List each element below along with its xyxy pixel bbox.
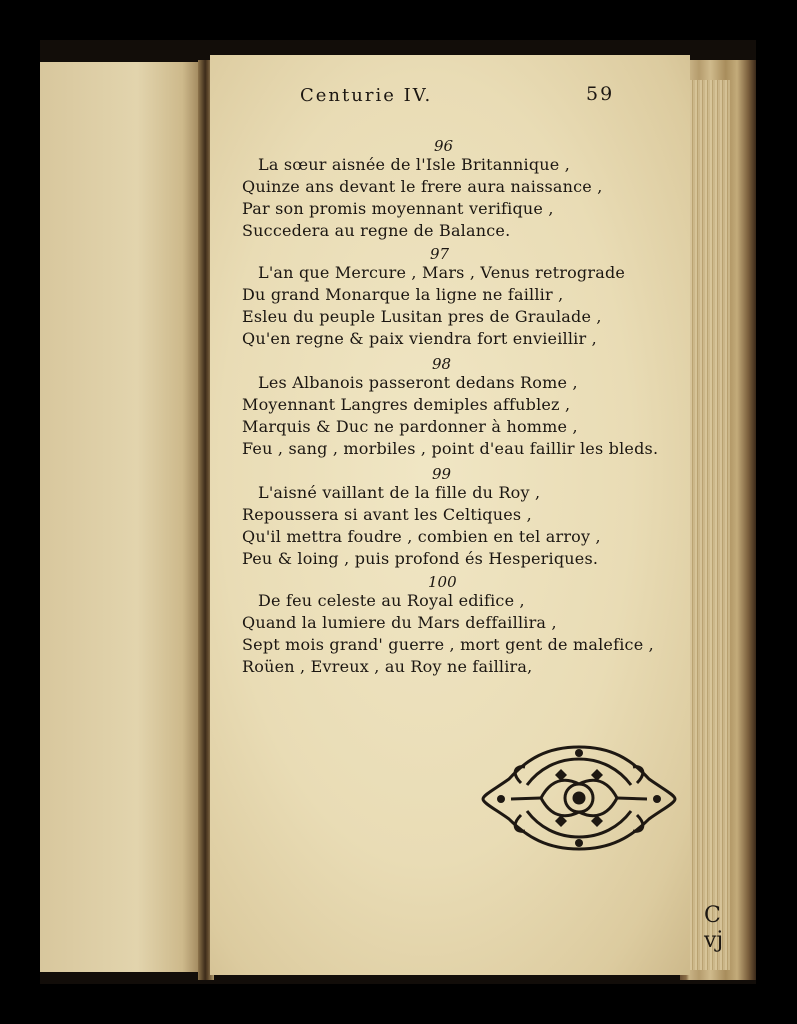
quatrain-number: 100	[428, 573, 457, 591]
quatrain-number: 96	[434, 137, 454, 155]
verse-line: L'aisné vaillant de la fille du Roy ,	[258, 483, 541, 502]
verse-line: Peu & loing , puis profond és Hesperiques.	[242, 549, 599, 568]
book-scan	[40, 40, 756, 984]
page-number: 59	[586, 83, 615, 105]
verse-line: Du grand Monarque la ligne ne faillir ,	[242, 285, 564, 304]
verse-line: Repoussera si avant les Celtiques ,	[242, 505, 532, 524]
verse-line: Succedera au regne de Balance.	[242, 221, 511, 240]
verse-line: Moyennant Langres demiples affublez ,	[242, 395, 571, 414]
quatrain-number: 97	[430, 245, 450, 263]
verse-line: Par son promis moyennant verifique ,	[242, 199, 554, 218]
quatrain-number: 98	[432, 355, 452, 373]
signature-mark: C vj	[704, 903, 724, 953]
running-header: Centurie IV.	[300, 85, 433, 106]
verse-line: L'an que Mercure , Mars , Venus retrograde	[258, 263, 626, 282]
verse-line: Qu'il mettra foudre , combien en tel arroy ,	[242, 527, 601, 546]
verse-line: Esleu du peuple Lusitan pres de Graulade ,	[242, 307, 602, 326]
verse-line: Roüen , Evreux , au Roy ne faillira,	[242, 657, 533, 676]
verse-line: Sept mois grand' guerre , mort gent de malefice ,	[242, 635, 654, 654]
quatrain-number: 99	[432, 465, 452, 483]
fleuron-ornament	[481, 739, 677, 855]
right-page	[210, 55, 724, 975]
left-page	[40, 62, 202, 972]
verse-line: Feu , sang , morbiles , point d'eau faillir les bleds.	[242, 439, 659, 458]
verse-line: Marquis & Duc ne pardonner à homme ,	[242, 417, 578, 436]
verse-line: Quand la lumiere du Mars deffaillira ,	[242, 613, 557, 632]
verse-line: Quinze ans devant le frere aura naissance ,	[242, 177, 603, 196]
verse-line: Qu'en regne & paix viendra fort envieillir ,	[242, 329, 597, 348]
verse-line: La sœur aisnée de l'Isle Britannique ,	[258, 155, 571, 174]
verse-line: De feu celeste au Royal edifice ,	[258, 591, 525, 610]
verse-line: Les Albanois passeront dedans Rome ,	[258, 373, 578, 392]
